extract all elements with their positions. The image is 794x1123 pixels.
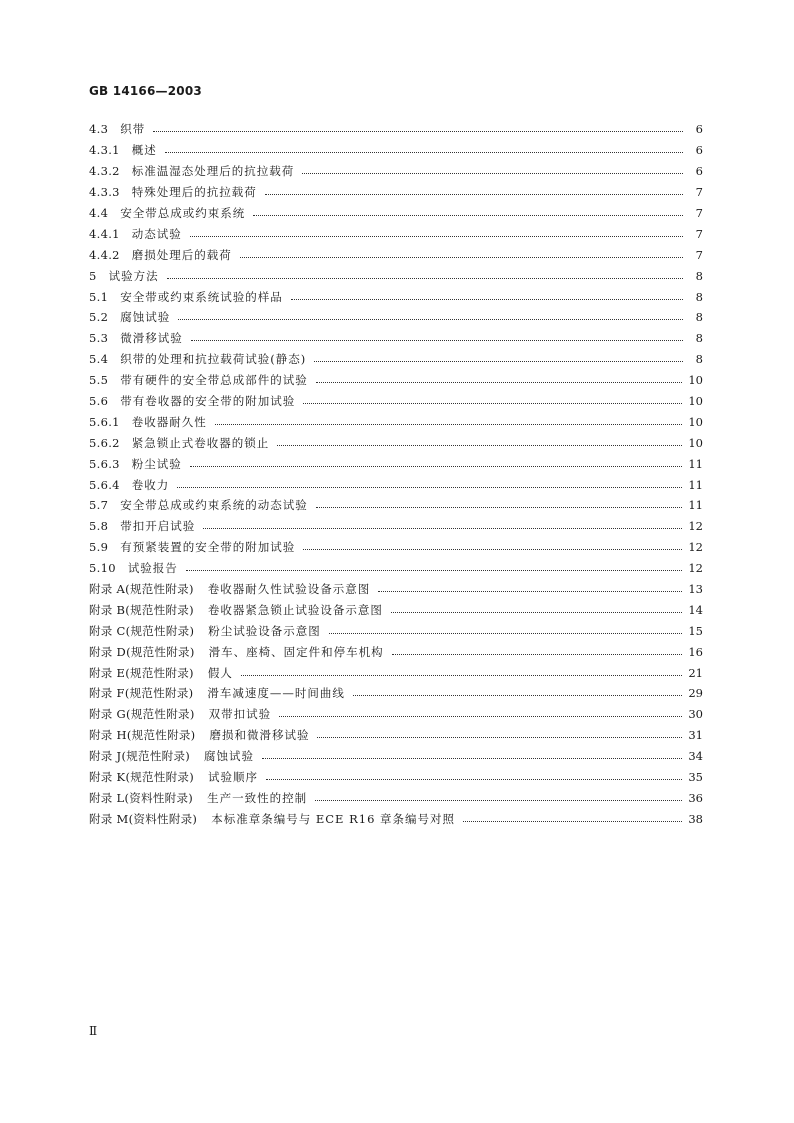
toc-entry-number: 附录 G(规范性附录)	[89, 707, 195, 722]
toc-entry-number: 附录 K(规范性附录)	[89, 770, 195, 785]
dot-leader	[167, 277, 683, 279]
toc-entry-number: 附录 D(规范性附录)	[89, 644, 195, 659]
toc-entry-number: 附录 H(规范性附录)	[89, 728, 196, 743]
dot-leader	[391, 611, 682, 613]
dot-leader	[463, 820, 682, 822]
toc-entry[interactable]	[89, 788, 703, 809]
toc-entry-title: 试验报告	[127, 561, 178, 576]
toc-entry-title: 特殊处理后的抗拉载荷	[131, 185, 257, 200]
toc-entry[interactable]	[89, 411, 703, 432]
toc-entry-number: 5.6.4	[89, 477, 120, 492]
toc-entry-number: 4.3.2	[89, 164, 120, 179]
dot-leader	[262, 757, 682, 759]
dot-leader	[240, 256, 683, 258]
toc-entry-page: 11	[688, 456, 703, 471]
toc-entry[interactable]	[89, 620, 703, 641]
toc-entry-number: 5	[89, 268, 97, 283]
toc-entry-title: 滑车、座椅、固定件和停车机构	[208, 644, 384, 659]
toc-entry-page: 30	[688, 707, 703, 722]
toc-entry-title: 带有卷收器的安全带的附加试验	[120, 394, 296, 409]
toc-entry-title: 粉尘试验设备示意图	[208, 623, 321, 638]
toc-entry[interactable]	[89, 349, 703, 370]
toc-entry-number: 附录 F(规范性附录)	[89, 686, 194, 701]
toc-entry[interactable]	[89, 119, 703, 140]
dot-leader	[353, 694, 682, 696]
toc-entry-page: 38	[688, 811, 703, 826]
toc-entry-title: 卷收力	[131, 477, 170, 492]
toc-entry-title: 卷收器耐久性	[131, 414, 207, 429]
toc-entry[interactable]	[89, 391, 703, 412]
toc-entry-title: 安全带或约束系统试验的样品	[120, 289, 283, 304]
toc-entry-page: 21	[688, 665, 703, 680]
toc-entry-title: 带扣开启试验	[120, 519, 196, 534]
dot-leader	[314, 360, 683, 362]
toc-entry-title: 带有硬件的安全带总成部件的试验	[120, 373, 308, 388]
toc-entry-page: 10	[688, 414, 703, 429]
dot-leader	[316, 506, 683, 508]
dot-leader	[203, 527, 682, 529]
toc-entry-title: 标准温湿态处理后的抗拉载荷	[131, 164, 295, 179]
dot-leader	[279, 715, 682, 717]
toc-entry-page: 16	[688, 644, 703, 659]
toc-entry-number: 5.9	[89, 540, 109, 555]
toc-entry-title: 织带	[120, 122, 146, 137]
toc-entry-title: 卷收器紧急锁止试验设备示意图	[207, 602, 383, 617]
dot-leader	[266, 778, 682, 780]
toc-entry-title: 腐蚀试验	[120, 310, 171, 325]
toc-entry-title: 试验方法	[108, 268, 159, 283]
toc-entry[interactable]	[89, 516, 703, 537]
toc-entry-number: 4.4.1	[89, 226, 120, 241]
toc-entry-page: 13	[688, 582, 703, 597]
dot-leader	[241, 674, 683, 676]
toc-entry-number: 附录 E(规范性附录)	[89, 665, 194, 680]
toc-entry-title: 安全带总成或约束系统的动态试验	[120, 498, 308, 513]
toc-entry-title: 紧急锁止式卷收器的锁止	[131, 435, 270, 450]
toc-entry-number: 附录 L(资料性附录)	[89, 790, 194, 805]
dot-leader	[190, 465, 683, 467]
toc-entry-number: 5.6.3	[89, 456, 120, 471]
toc-entry[interactable]	[89, 808, 703, 829]
toc-entry[interactable]	[89, 662, 703, 683]
toc-entry-title: 动态试验	[131, 226, 182, 241]
toc-entry-page: 7	[695, 185, 703, 200]
toc-entry-number: 5.7	[89, 498, 109, 513]
toc-entry[interactable]	[89, 161, 703, 182]
toc-entry-title: 卷收器耐久性试验设备示意图	[207, 582, 371, 597]
toc-entry[interactable]	[89, 641, 703, 662]
toc-entry[interactable]	[89, 746, 703, 767]
dot-leader	[378, 590, 682, 592]
toc-entry[interactable]	[89, 704, 703, 725]
toc-entry[interactable]	[89, 432, 703, 453]
toc-entry[interactable]	[89, 474, 703, 495]
dot-leader	[190, 235, 683, 237]
dot-leader	[316, 381, 683, 383]
toc-entry-number: 附录 M(资料性附录)	[89, 811, 198, 826]
toc-entry-number: 5.4	[89, 352, 109, 367]
toc-entry-page: 31	[688, 728, 703, 743]
dot-leader	[329, 632, 683, 634]
toc-entry-number: 附录 J(规范性附录)	[89, 749, 191, 764]
dot-leader	[191, 339, 683, 341]
page-number: Ⅱ	[89, 1024, 98, 1038]
dot-leader	[317, 736, 682, 738]
toc-entry-title: 微滑移试验	[120, 331, 183, 346]
toc-entry-number: 5.8	[89, 519, 109, 534]
dot-leader	[315, 799, 682, 801]
toc-entry[interactable]	[89, 203, 703, 224]
toc-entry[interactable]	[89, 307, 703, 328]
toc-entry-page: 34	[688, 749, 703, 764]
toc-entry[interactable]	[89, 182, 703, 203]
dot-leader	[186, 569, 683, 571]
toc-entry-title: 腐蚀试验	[204, 749, 255, 764]
toc-entry-number: 5.6	[89, 394, 109, 409]
toc-entry-number: 附录 A(规范性附录)	[89, 582, 194, 597]
toc-entry-page: 7	[695, 206, 703, 220]
toc-entry-title: 双带扣试验	[208, 707, 272, 722]
toc-entry-number: 4.3.3	[89, 185, 120, 200]
dot-leader	[277, 444, 682, 446]
toc-entry[interactable]	[89, 599, 703, 620]
dot-leader	[215, 423, 683, 425]
toc-entry-page: 6	[695, 143, 703, 158]
dot-leader	[303, 402, 682, 404]
toc-entry-number: 5.1	[89, 289, 109, 304]
toc-entry[interactable]	[89, 244, 703, 265]
toc-entry-number: 4.3.1	[89, 143, 120, 158]
toc-entry-title: 粉尘试验	[131, 456, 182, 471]
toc-entry-title: 安全带总成或约束系统	[120, 206, 246, 220]
dot-leader	[178, 318, 683, 320]
toc-entry-page: 11	[688, 498, 703, 513]
toc-entry[interactable]	[89, 537, 703, 558]
document-code-header: GB 14166—2003	[89, 84, 202, 98]
toc-entry-page: 7	[695, 247, 703, 262]
toc-entry-number: 附录 B(规范性附录)	[89, 602, 194, 617]
toc-entry-page: 12	[688, 561, 703, 576]
toc-entry[interactable]	[89, 725, 703, 746]
toc-entry-page: 8	[695, 352, 703, 367]
toc-entry-page: 7	[695, 226, 703, 241]
table-of-contents	[89, 119, 703, 829]
toc-entry-page: 8	[695, 268, 703, 283]
toc-entry-number: 5.2	[89, 310, 109, 325]
toc-entry-number: 4.4.2	[89, 247, 120, 262]
dot-leader	[153, 130, 683, 132]
toc-entry-title: 试验顺序	[208, 770, 259, 785]
dot-leader	[392, 653, 683, 655]
toc-entry[interactable]	[89, 370, 703, 391]
toc-entry-title: 生产一致性的控制	[207, 790, 308, 805]
toc-entry-title: 假人	[207, 665, 233, 680]
toc-entry[interactable]	[89, 453, 703, 474]
toc-entry-number: 5.6.2	[89, 435, 120, 450]
toc-entry-number: 5.5	[89, 373, 109, 388]
toc-entry-page: 12	[688, 540, 703, 555]
dot-leader	[265, 193, 683, 195]
toc-entry-number: 4.4	[89, 206, 109, 220]
dot-leader	[165, 151, 683, 153]
toc-entry[interactable]	[89, 558, 703, 579]
dot-leader	[303, 548, 682, 550]
toc-entry-number: 4.3	[89, 122, 109, 137]
toc-entry-title: 磨损和微滑移试验	[209, 728, 310, 743]
toc-entry-title: 磨损处理后的载荷	[131, 247, 232, 262]
dot-leader	[302, 172, 683, 174]
toc-entry-page: 15	[688, 623, 703, 638]
toc-entry-page: 8	[695, 310, 703, 325]
toc-entry[interactable]	[89, 683, 703, 704]
toc-entry-title: 滑车减速度——时间曲线	[207, 686, 345, 701]
toc-entry-page: 29	[688, 686, 703, 701]
toc-entry[interactable]	[89, 223, 703, 244]
toc-entry-page: 10	[688, 373, 703, 388]
toc-entry-page: 8	[695, 331, 703, 346]
toc-entry[interactable]	[89, 328, 703, 349]
toc-entry[interactable]	[89, 265, 703, 286]
toc-entry[interactable]	[89, 140, 703, 161]
toc-entry-page: 14	[688, 602, 703, 617]
toc-entry-page: 12	[688, 519, 703, 534]
dot-leader	[177, 486, 682, 488]
toc-entry-page: 6	[695, 122, 703, 137]
toc-entry-title: 本标准章条编号与 ECE R16 章条编号对照	[211, 811, 456, 826]
toc-entry-title: 有预紧装置的安全带的附加试验	[120, 540, 296, 555]
toc-entry-page: 35	[688, 770, 703, 785]
toc-entry[interactable]	[89, 286, 703, 307]
toc-entry-page: 10	[688, 435, 703, 450]
toc-entry-page: 10	[688, 394, 703, 409]
dot-leader	[291, 298, 683, 300]
toc-entry[interactable]	[89, 579, 703, 600]
toc-entry-title: 织带的处理和抗拉载荷试验(静态)	[120, 352, 307, 367]
toc-entry-number: 附录 C(规范性附录)	[89, 623, 195, 638]
toc-entry[interactable]	[89, 767, 703, 788]
toc-entry-page: 36	[688, 790, 703, 805]
toc-entry-title: 概述	[131, 143, 157, 158]
toc-entry-number: 5.3	[89, 331, 109, 346]
dot-leader	[253, 214, 683, 216]
toc-entry-number: 5.6.1	[89, 414, 120, 429]
toc-entry-page: 8	[695, 289, 703, 304]
toc-entry-page: 11	[688, 477, 703, 492]
toc-entry-page: 6	[695, 164, 703, 179]
toc-entry[interactable]	[89, 495, 703, 516]
toc-entry-number: 5.10	[89, 561, 116, 576]
